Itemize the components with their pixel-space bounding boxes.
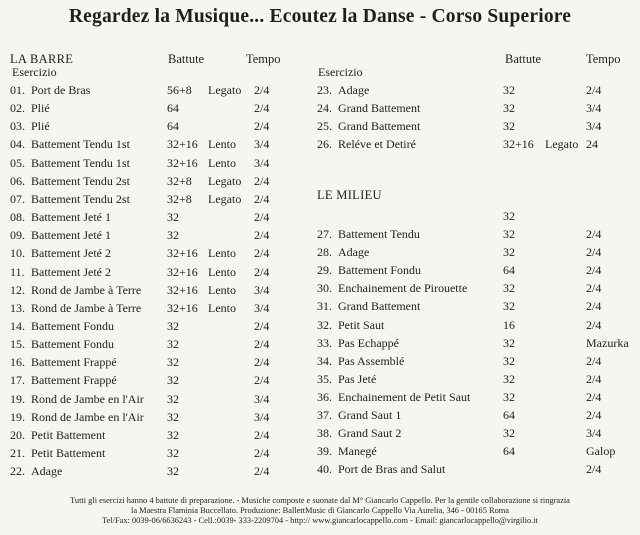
- exercise-number: 04.: [10, 137, 25, 152]
- exercise-tempo: 2/4: [586, 245, 602, 260]
- exercise-tempo: 3/4: [254, 155, 270, 170]
- exercise-battute: 32: [167, 446, 179, 460]
- exercise-number: 19.: [10, 409, 25, 424]
- exercise-name: Adage: [31, 464, 63, 479]
- exercise-mode: Lento: [208, 246, 236, 261]
- exercise-name: Rond de Jambe en l'Air: [31, 391, 144, 406]
- exercise-name: Battement Fondu: [338, 263, 421, 278]
- exercise-tempo: 2/4: [586, 263, 602, 278]
- exercise-tempo: 2/4: [254, 464, 270, 479]
- section-la-barre: LA BARRE: [10, 52, 74, 66]
- exercise-name: Battement Fondu: [31, 337, 114, 352]
- exercise-battute: 64: [167, 119, 179, 134]
- exercise-name: Battement Tendu 1st: [31, 137, 130, 152]
- exercise-tempo: 2/4: [254, 191, 270, 206]
- footer-line-1: Tutti gli esercizi hanno 4 battute di preparazione. - Musiche composte e suonate dal M° Giancarlo Cappello. Per la gentile collaborazione si ringrazia: [70, 496, 570, 505]
- exercise-battute: 56+8: [167, 83, 192, 97]
- exercise-battute: 32: [167, 409, 179, 424]
- left-tempo-header: Tempo: [246, 52, 281, 66]
- exercise-tempo: 2/4: [586, 353, 602, 368]
- exercise-tempo: 2/4: [254, 228, 270, 243]
- exercise-battute: 32+8: [167, 173, 192, 188]
- exercise-name: Petit Battement: [31, 427, 106, 442]
- exercise-tempo: 3/4: [586, 119, 602, 134]
- exercise-tempo: 2/4: [586, 299, 602, 314]
- exercise-name: Battement Tendu 2st: [31, 173, 130, 188]
- left-esercizio-heading: Esercizio: [12, 65, 57, 79]
- right-tempo-header: Tempo: [586, 52, 621, 66]
- exercise-name: Grand Battement: [338, 101, 421, 116]
- exercise-number: 14.: [10, 318, 25, 333]
- exercise-number: 13.: [10, 300, 25, 315]
- exercise-number: 19.: [10, 391, 25, 406]
- exercise-name: Pas Assemblé: [338, 353, 405, 368]
- exercise-number: 34.: [317, 353, 332, 368]
- exercise-name: Battement Jeté 1: [31, 228, 111, 243]
- exercise-tempo: 2/4: [586, 227, 602, 241]
- exercise-number: 27.: [317, 227, 332, 241]
- exercise-mode: Legato: [208, 83, 242, 97]
- exercise-number: 29.: [317, 263, 332, 278]
- exercise-tempo: 2/4: [586, 317, 602, 332]
- exercise-number: 33.: [317, 335, 332, 350]
- exercise-battute: 32: [503, 389, 515, 404]
- exercise-tempo: 2/4: [586, 462, 602, 477]
- exercise-name: Petit Saut: [338, 317, 385, 332]
- exercise-mode: Lento: [208, 264, 236, 279]
- exercise-number: 25.: [317, 119, 332, 134]
- exercise-battute: 32: [167, 391, 179, 406]
- exercise-battute: 32+16: [167, 137, 198, 152]
- exercise-battute: 64: [503, 408, 515, 422]
- exercise-tempo: 3/4: [254, 391, 270, 406]
- exercise-tempo: 3/4: [254, 137, 270, 152]
- milieu-battute: 32: [503, 209, 515, 223]
- exercise-number: 26.: [317, 137, 332, 152]
- exercise-battute: 32: [503, 353, 515, 368]
- exercise-tempo: 3/4: [254, 409, 270, 424]
- exercise-battute: 32+16: [167, 246, 198, 261]
- exercise-name: Pas Echappé: [338, 335, 399, 350]
- exercise-battute: 32: [503, 245, 515, 260]
- exercise-tempo: 2/4: [586, 83, 602, 97]
- exercise-name: Battement Tendu: [338, 227, 420, 241]
- exercise-tempo: 3/4: [254, 300, 270, 315]
- exercise-number: 28.: [317, 245, 332, 260]
- exercise-battute: 32: [503, 299, 515, 314]
- page-title: Regardez la Musique... Ecoutez la Danse - Corso Superiore: [68, 6, 572, 27]
- exercise-number: 36.: [317, 389, 332, 404]
- exercise-name: Battement Jeté 2: [31, 264, 111, 279]
- exercise-number: 21.: [10, 446, 25, 460]
- exercise-battute: 32: [503, 281, 515, 296]
- exercise-name: Battement Tendu 1st: [31, 155, 130, 170]
- exercise-number: 35.: [317, 371, 332, 386]
- exercise-name: Reléve et Detiré: [338, 137, 416, 152]
- exercise-number: 39.: [317, 444, 332, 459]
- exercise-name: Port de Bras: [31, 83, 91, 97]
- exercise-battute: 64: [503, 444, 515, 459]
- exercise-name: Adage: [338, 83, 370, 97]
- exercise-name: Grand Battement: [338, 119, 421, 134]
- exercise-tempo: 2/4: [586, 408, 602, 422]
- exercise-name: Battement Fondu: [31, 318, 114, 333]
- exercise-name: Battement Frappé: [31, 355, 117, 370]
- footer-line-3: Tel/Fax: 0039-06/6636243 - Cell.:0039- 333-2209704 - http:// www.giancarlocappello.com - Email: giancarlocappello@virgilio.it: [102, 516, 538, 525]
- exercise-tempo: 2/4: [254, 246, 270, 261]
- exercise-number: 09.: [10, 228, 25, 243]
- exercise-battute: 32: [167, 337, 179, 352]
- exercise-tempo: Mazurka: [586, 335, 629, 350]
- exercise-name: Port de Bras and Salut: [338, 462, 446, 477]
- exercise-name: Grand Saut 2: [338, 426, 402, 441]
- exercise-name: Pas Jeté: [338, 371, 377, 386]
- exercise-mode: Lento: [208, 137, 236, 152]
- exercise-number: 07.: [10, 191, 25, 206]
- exercise-battute: 32: [503, 101, 515, 116]
- exercise-name: Battement Frappé: [31, 373, 117, 388]
- exercise-battute: 32+16: [167, 300, 198, 315]
- exercise-name: Rond de Jambe en l'Air: [31, 409, 144, 424]
- exercise-tempo: 2/4: [254, 101, 270, 116]
- exercise-name: Petit Battement: [31, 446, 106, 460]
- exercise-number: 16.: [10, 355, 25, 370]
- exercise-battute: 32: [167, 373, 179, 388]
- exercise-tempo: 2/4: [254, 173, 270, 188]
- exercise-tempo: Galop: [586, 444, 616, 459]
- exercise-tempo: 3/4: [254, 282, 270, 297]
- exercise-number: 17.: [10, 373, 25, 388]
- exercise-tempo: 2/4: [254, 373, 270, 388]
- exercise-tempo: 2/4: [254, 355, 270, 370]
- footer-line-2: la Maestra Flaminia Buccellato. Produzione: BallettMusic di Giancarlo Cappello Via Aurelia, 346 - 00165 Roma: [131, 506, 509, 515]
- exercise-name: Battement Tendu 2st: [31, 191, 130, 206]
- exercise-battute: 32: [503, 119, 515, 134]
- exercise-battute: 32: [503, 335, 515, 350]
- exercise-mode: Legato: [208, 173, 242, 188]
- exercise-number: 38.: [317, 426, 332, 441]
- left-battute-header: Battute: [168, 52, 205, 66]
- exercise-name: Plié: [31, 119, 50, 134]
- exercise-number: 20.: [10, 427, 25, 442]
- exercise-tempo: 2/4: [586, 371, 602, 386]
- exercise-number: 10.: [10, 246, 25, 261]
- exercise-mode: Legato: [545, 137, 579, 152]
- exercise-tempo: 2/4: [254, 318, 270, 333]
- exercise-mode: Lento: [208, 155, 236, 170]
- exercise-number: 11.: [10, 264, 25, 279]
- exercise-tempo: 2/4: [586, 281, 602, 296]
- exercise-name: Adage: [338, 245, 370, 260]
- exercise-name: Rond de Jambe à Terre: [31, 300, 142, 315]
- exercise-battute: 32: [167, 228, 179, 243]
- exercise-tempo: 2/4: [254, 119, 270, 134]
- exercise-battute: 32: [167, 355, 179, 370]
- exercise-name: Manegé: [338, 444, 377, 459]
- exercise-number: 40.: [317, 462, 332, 477]
- exercise-battute: 32+16: [167, 264, 198, 279]
- right-esercizio-heading: Esercizio: [318, 65, 363, 79]
- exercise-name: Grand Saut 1: [338, 408, 402, 422]
- exercise-battute: 32: [503, 426, 515, 441]
- exercise-number: 22.: [10, 464, 25, 479]
- exercise-number: 15.: [10, 337, 25, 352]
- exercise-battute: 32: [503, 371, 515, 386]
- exercise-battute: 32: [503, 227, 515, 241]
- exercise-number: 08.: [10, 210, 25, 225]
- exercise-battute: 32: [167, 210, 179, 225]
- exercise-battute: 32: [167, 464, 179, 479]
- exercise-battute: 32+16: [167, 282, 198, 297]
- exercise-number: 06.: [10, 173, 25, 188]
- exercise-name: Rond de Jambe à Terre: [31, 282, 142, 297]
- exercise-tempo: 3/4: [586, 101, 602, 116]
- exercise-number: 31.: [317, 299, 332, 314]
- exercise-name: Battement Jeté 1: [31, 210, 111, 225]
- exercise-mode: Lento: [208, 300, 236, 315]
- exercise-tempo: 2/4: [254, 264, 270, 279]
- right-battute-header: Battute: [505, 52, 542, 66]
- exercise-number: 32.: [317, 317, 332, 332]
- exercise-number: 05.: [10, 155, 25, 170]
- exercise-tempo: 2/4: [254, 337, 270, 352]
- exercise-battute: 32: [167, 318, 179, 333]
- exercise-name: Plié: [31, 101, 50, 116]
- exercise-name: Enchainement de Petit Saut: [338, 389, 471, 404]
- exercise-tempo: 2/4: [586, 389, 602, 404]
- exercise-battute: 64: [503, 263, 515, 278]
- exercise-number: 30.: [317, 281, 332, 296]
- exercise-number: 01.: [10, 83, 25, 97]
- exercise-number: 24.: [317, 101, 332, 116]
- exercise-mode: Lento: [208, 282, 236, 297]
- section-le-milieu: LE MILIEU: [317, 188, 382, 202]
- exercise-number: 37.: [317, 408, 332, 422]
- exercise-number: 12.: [10, 282, 25, 297]
- exercise-tempo: 2/4: [254, 446, 270, 460]
- exercise-number: 02.: [10, 101, 25, 116]
- exercise-tempo: 24: [586, 137, 598, 152]
- exercise-battute: 32+16: [167, 155, 198, 170]
- exercise-tempo: 3/4: [586, 426, 602, 441]
- exercise-tempo: 2/4: [254, 83, 270, 97]
- exercise-battute: 64: [167, 101, 179, 116]
- exercise-name: Grand Battement: [338, 299, 421, 314]
- exercise-battute: 32: [503, 83, 515, 97]
- exercise-name: Enchainement de Pirouette: [338, 281, 468, 296]
- exercise-battute: 16: [503, 317, 515, 332]
- exercise-battute: 32+8: [167, 191, 192, 206]
- exercise-number: 03.: [10, 119, 25, 134]
- exercise-battute: 32+16: [503, 137, 534, 152]
- exercise-battute: 32: [167, 427, 179, 442]
- exercise-tempo: 2/4: [254, 427, 270, 442]
- exercise-name: Battement Jeté 2: [31, 246, 111, 261]
- exercise-tempo: 2/4: [254, 210, 270, 225]
- exercise-number: 23.: [317, 83, 332, 97]
- exercise-mode: Legato: [208, 191, 242, 206]
